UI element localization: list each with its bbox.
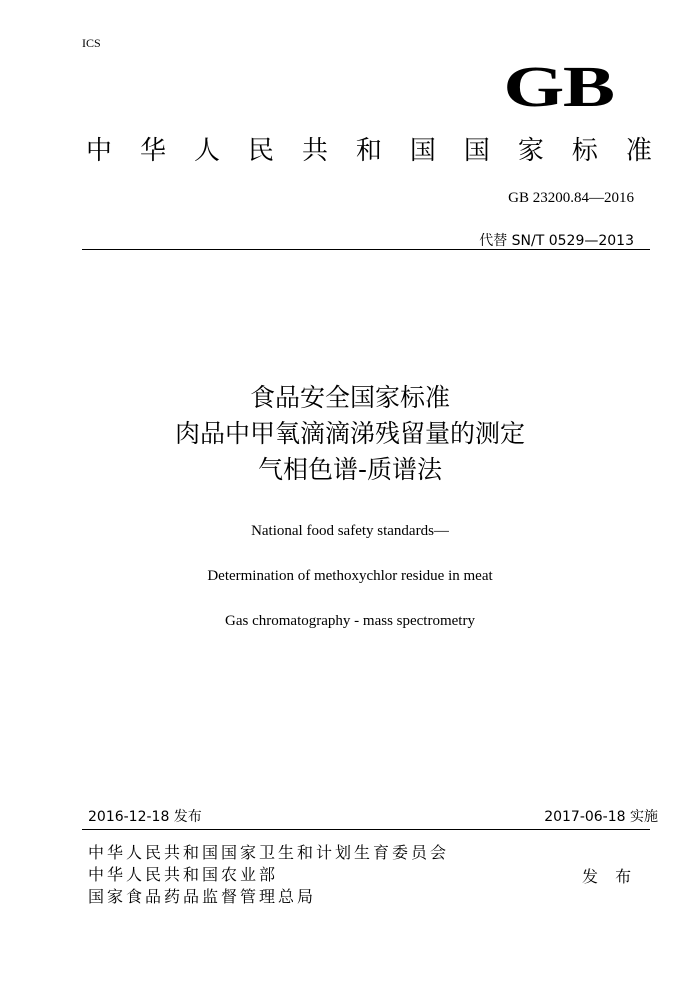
heading-char: 国 xyxy=(463,136,490,166)
issuer: 国家食品药品监督管理总局 xyxy=(88,887,317,906)
title-line: 气相色谱-质谱法 xyxy=(257,455,443,484)
issuer: 中华人民共和国农业部 xyxy=(88,865,279,884)
heading-char: 家 xyxy=(517,136,544,166)
issuer: 中华人民共和国国家卫生和计划生育委员会 xyxy=(88,843,450,862)
implementation-date: 2017-06-18 实施 xyxy=(544,809,658,825)
ics-label: ICS xyxy=(82,36,101,50)
issue-date: 2016-12-18 发布 xyxy=(88,809,202,825)
heading-char: 和 xyxy=(355,136,382,166)
heading-char: 国 xyxy=(409,136,436,166)
heading-char: 共 xyxy=(301,136,328,166)
issuing-authorities xyxy=(88,842,449,908)
heading-char: 民 xyxy=(247,136,274,166)
english-title-line: National food safety standards— xyxy=(251,523,449,539)
heading-char: 准 xyxy=(625,136,652,166)
issue-label: 发 布 xyxy=(582,867,638,886)
english-title-line: Gas chromatography - mass spectrometry xyxy=(225,613,475,629)
replaces-standard: 代替 SN/T 0529—2013 xyxy=(479,233,634,249)
header-divider xyxy=(82,249,650,250)
gb-logo: GB xyxy=(503,54,614,119)
english-title xyxy=(0,520,700,655)
title-line: 肉品中甲氧滴滴涕残留量的测定 xyxy=(174,419,525,448)
english-title-line: Determination of methoxychlor residue in meat xyxy=(207,568,493,584)
heading-char: 中 xyxy=(86,136,113,166)
heading-char: 标 xyxy=(571,136,598,166)
heading-char: 华 xyxy=(139,136,166,166)
footer-divider xyxy=(82,829,650,830)
standard-number: GB 23200.84—2016 xyxy=(508,190,634,206)
title-line: 食品安全国家标准 xyxy=(249,383,450,412)
chinese-title xyxy=(0,380,700,488)
national-standard-heading xyxy=(86,138,652,164)
heading-char: 人 xyxy=(193,136,220,166)
